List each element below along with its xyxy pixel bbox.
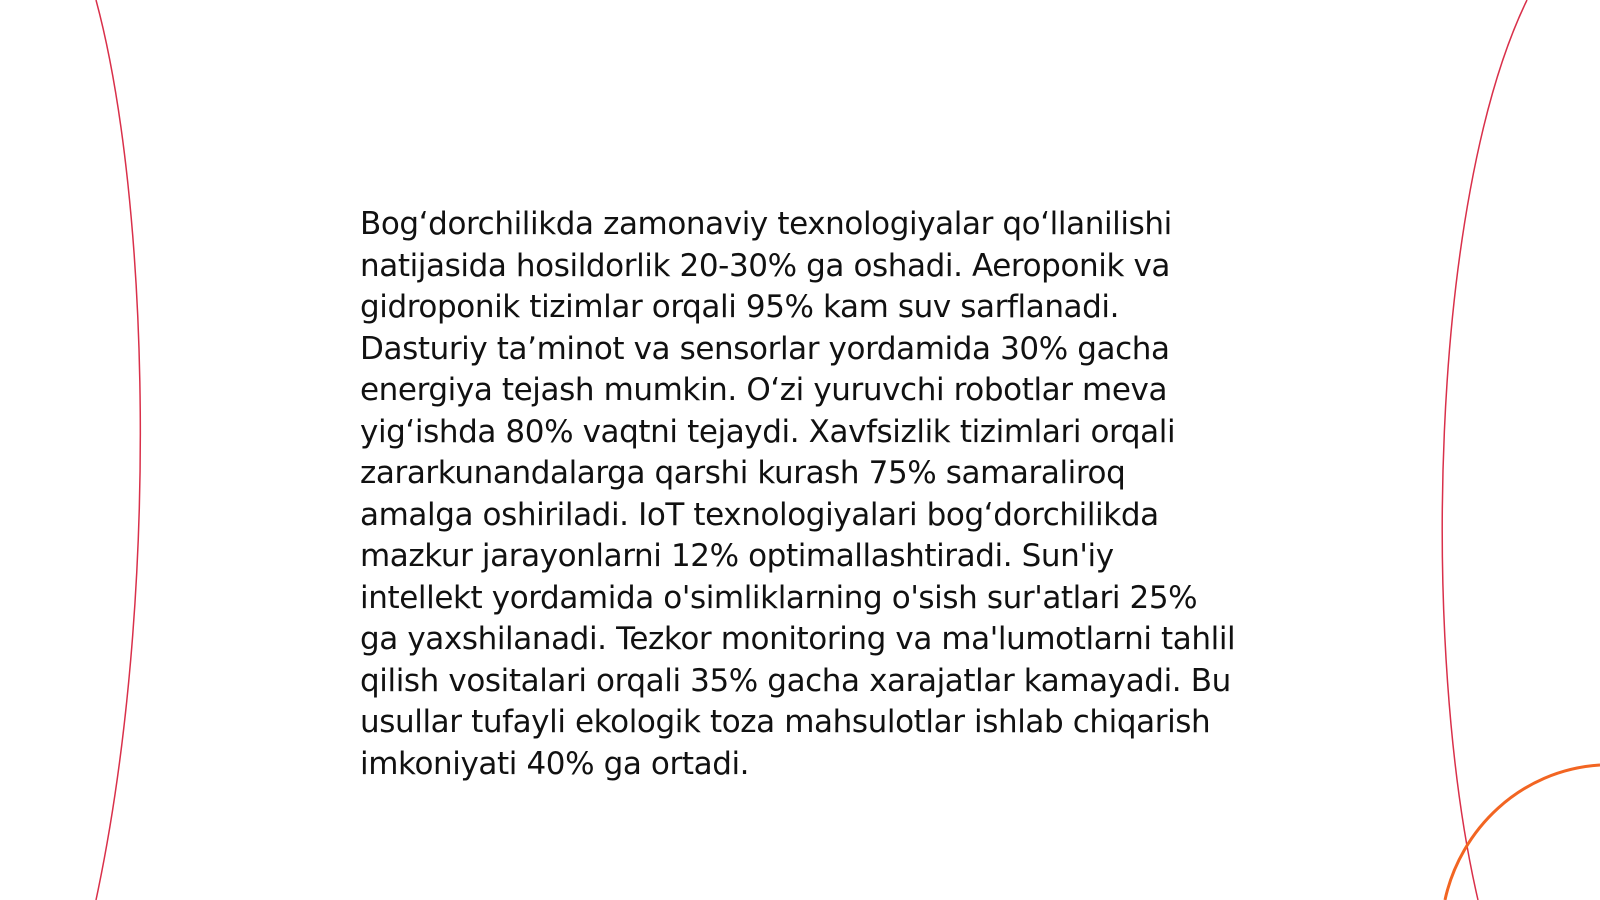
orange-accent-arc xyxy=(1445,765,1600,900)
right-curve-line xyxy=(1442,0,1527,900)
left-curve-line xyxy=(96,0,140,900)
body-paragraph: Bog‘dorchilikda zamonaviy texnologiyalar qo‘llanilishi natijasida hosildorlik 20-30% ga oshadi. Aeroponik va gidroponik tizimlar orqali 95% kam suv sarflanadi. Dasturiy ta’minot va sensorlar yordamida 30% gacha energiya tejash mumkin. O‘zi yuruvchi robotlar meva yig‘ishda 80% vaqtni tejaydi. Xavfsizlik tizimlari orqali zararkunandalarga qarshi kurash 75% samaraliroq amalga oshiriladi. IoT texnologiyalari bog‘dorchilikda mazkur jarayonlarni 12% optimallashtiradi. Sun'iy intellekt yordamida o'simliklarning o'sish sur'atlari 25% ga yaxshilanadi. Tezkor monitoring va ma'lumotlarni tahlil qilish vositalari orqali 35% gacha xarajatlar kamayadi. Bu usullar tufayli ekologik toza mahsulotlar ishlab chiqarish imkoniyati 40% ga ortadi. xyxy=(360,206,1236,782)
